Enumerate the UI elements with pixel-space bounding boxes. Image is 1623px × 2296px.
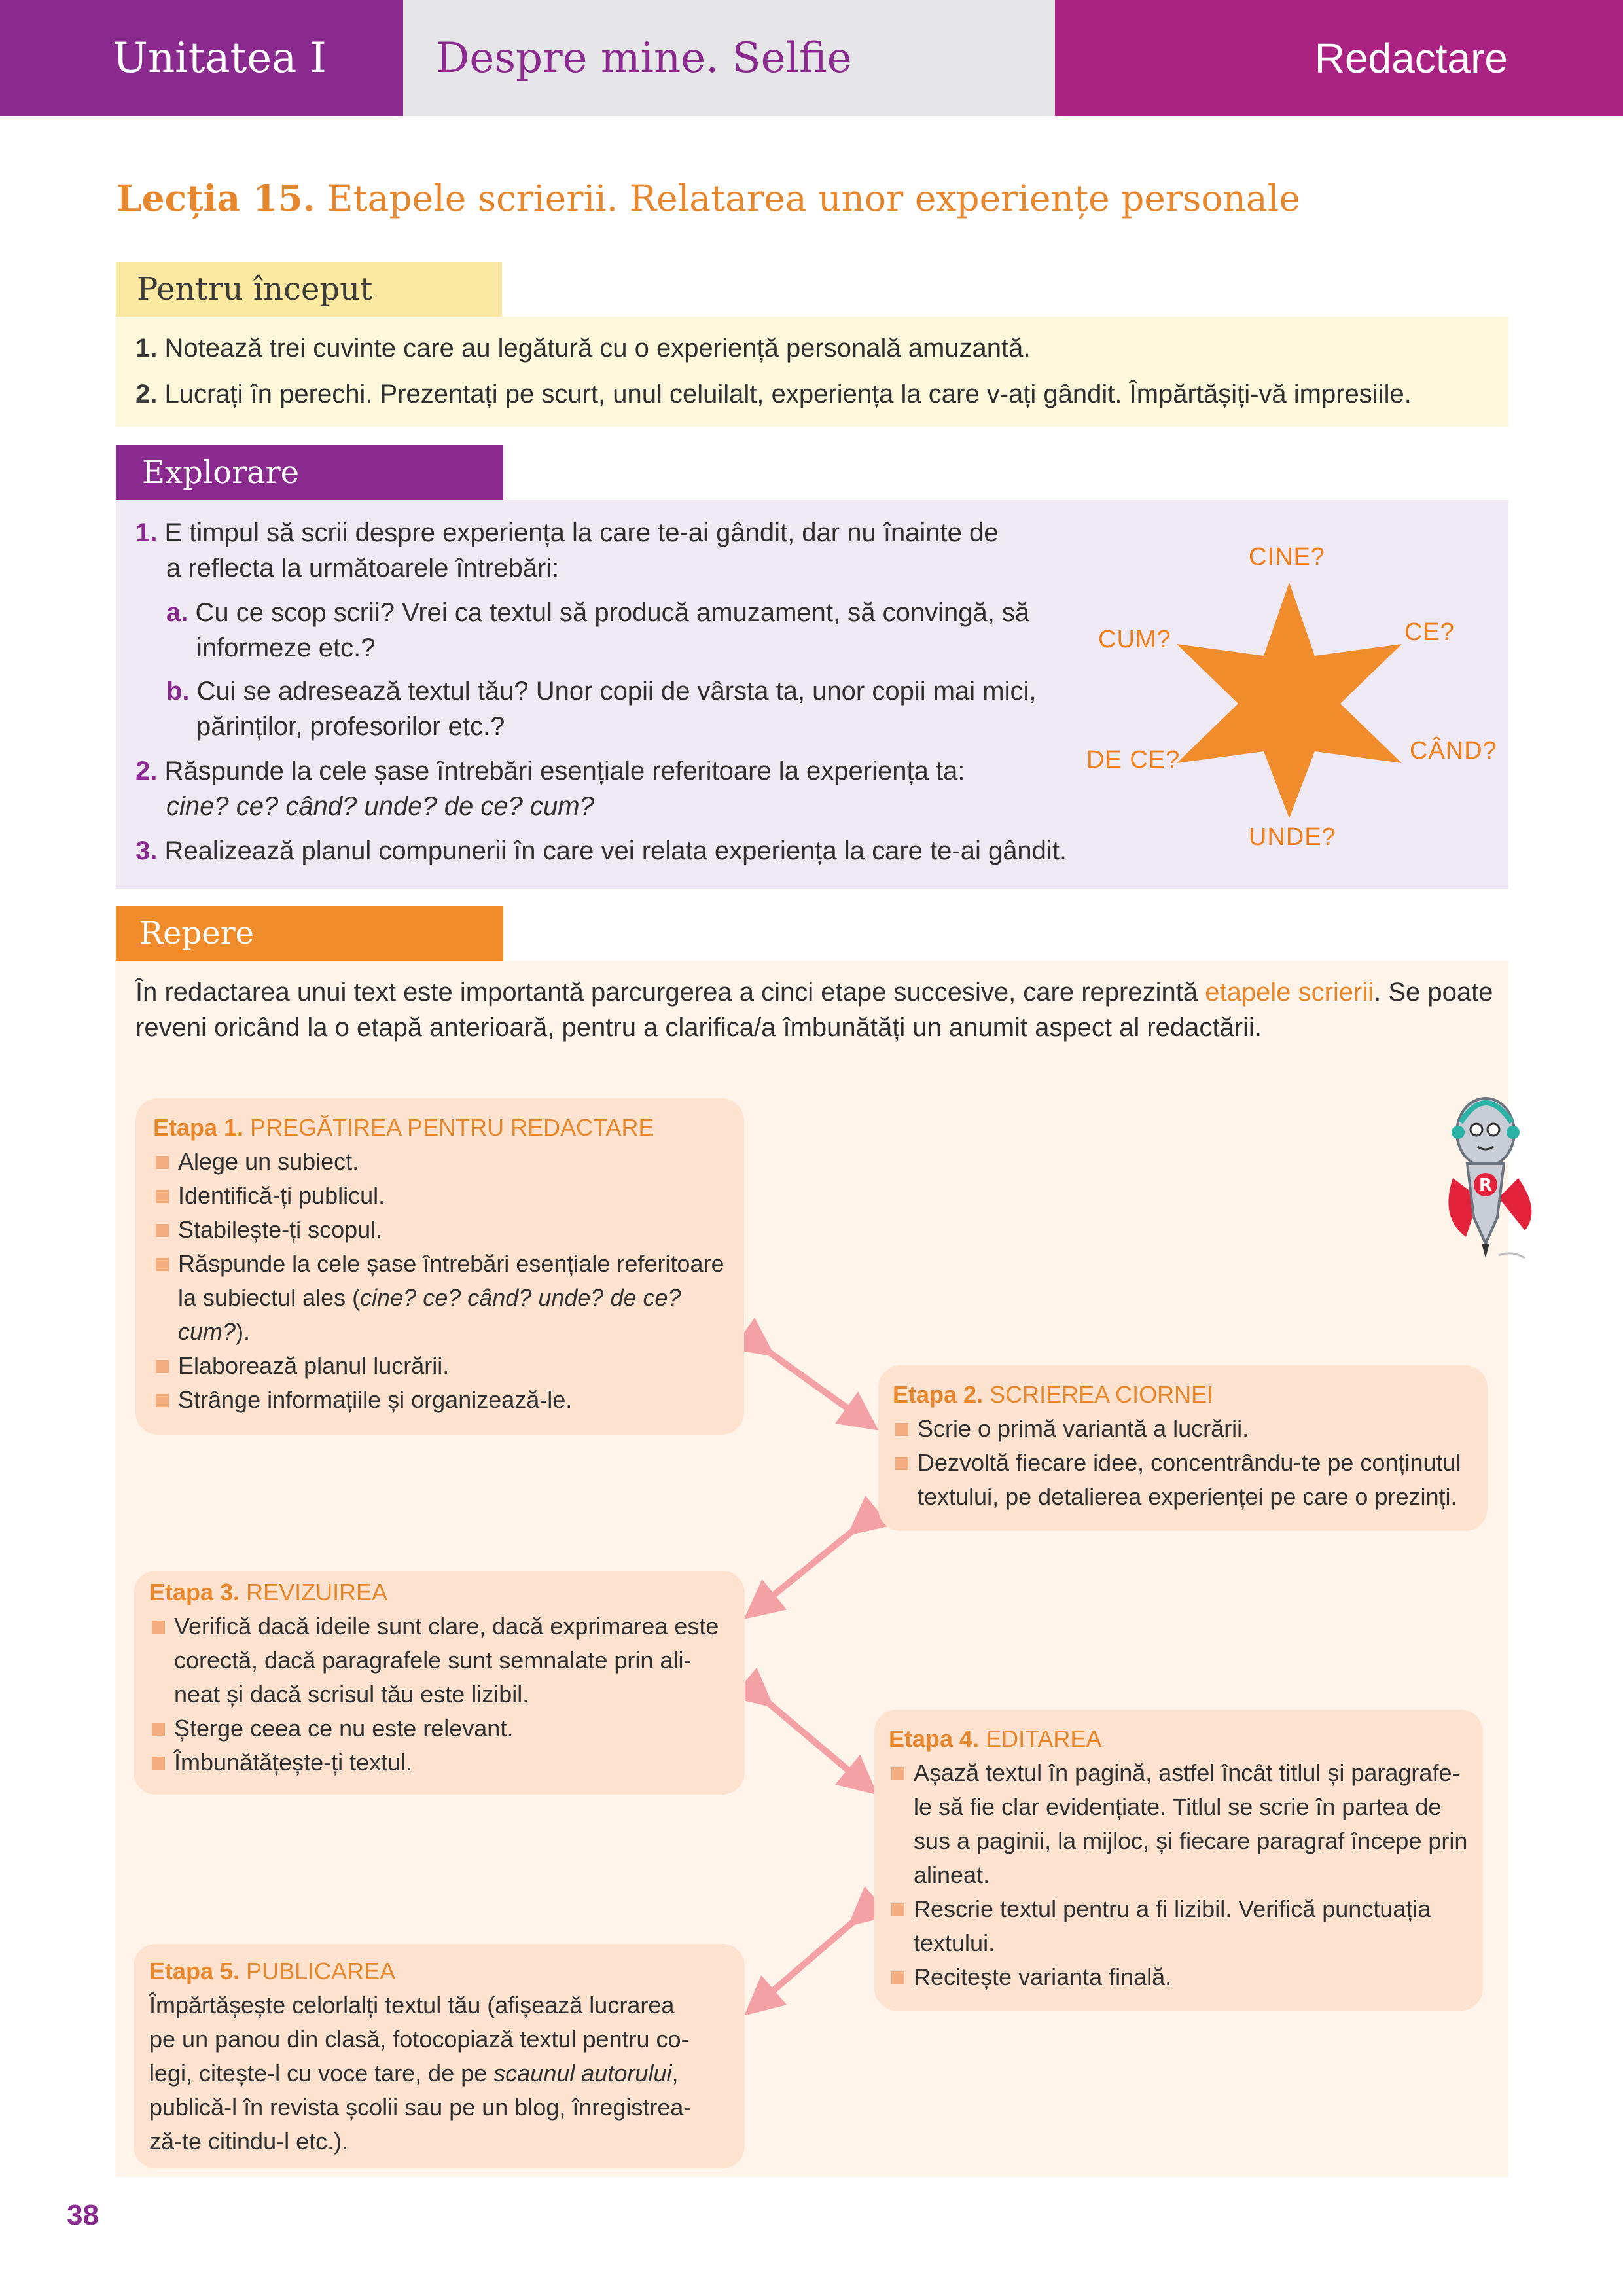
item-text: Cu ce scop scrii? Vrei ca textul să producă amuzament, să convingă, să (195, 598, 1030, 627)
header-unit: Unitatea I (0, 0, 403, 116)
page-number: 38 (67, 2199, 99, 2231)
header-section: Redactare (1055, 0, 1623, 116)
item-text: Realizează planul compunerii în care vei relata experiența la care te-ai gândit. (164, 836, 1067, 865)
bullet-square-icon (891, 1767, 904, 1780)
stage-label: Etapa 2. (893, 1381, 984, 1408)
item-number: 3. (135, 836, 158, 865)
stage-label: Etapa 1. (153, 1114, 244, 1141)
stage-4-line: le să fie clar evidențiate. Titlul se scrie în partea de (914, 1793, 1442, 1820)
stage-title: SCRIEREA CIORNEI (990, 1381, 1214, 1408)
item-number: 2. (135, 757, 158, 785)
pen-mascot-icon (1427, 1086, 1544, 1270)
stage-2-title (893, 1378, 1213, 1412)
bullet-square-icon (891, 1903, 904, 1916)
bullet-square-icon (156, 1258, 169, 1271)
stage-5-line: legi, citește-l cu voce tare, de pe scaunul autorului, (149, 2060, 679, 2087)
item-text: Cui se adresează textul tău? Unor copii de vârsta ta, unor copii mai mici, (196, 677, 1037, 706)
item-number: 1. (135, 518, 158, 547)
stage-3-line: neat și dacă scrisul tău este lizibil. (174, 1681, 529, 1708)
stage-title: EDITAREA (986, 1725, 1102, 1752)
bullet-square-icon (152, 1757, 165, 1770)
stage-2-line: Scrie o primă variantă a lucrării. (895, 1412, 1249, 1446)
lesson-label: Lecția 15. (116, 177, 315, 219)
stage-3-line: corectă, dacă paragrafele sunt semnalate prin ali- (174, 1647, 692, 1674)
stage-title: REVIZUIREA (246, 1579, 388, 1605)
stage-3-line: Șterge ceea ce nu este relevant. (152, 1712, 513, 1746)
bullet-square-icon (156, 1156, 169, 1169)
stage-1-line: Strânge informațiile și organizează-le. (156, 1383, 572, 1417)
item-letter: b. (166, 677, 190, 706)
stage-label: Etapa 3. (149, 1579, 240, 1605)
star-label-bottom: UNDE? (1249, 823, 1336, 851)
intro-text-end: . Se poate (1374, 978, 1493, 1007)
stage-1-line: cum?). (178, 1318, 251, 1345)
stage-5-line: publică-l în revista școlii sau pe un blog, înregistrea- (149, 2094, 692, 2121)
arrow-4-5 (759, 1914, 863, 2003)
bullet-square-icon (156, 1224, 169, 1237)
header-chapter-title: Despre mine. Selfie (403, 0, 1055, 116)
section-tab-start: Pentru început (116, 262, 502, 317)
bullet-square-icon (891, 1971, 904, 1984)
stage-3-line: Verifică dacă ideile sunt clare, dacă exprimarea este (152, 1609, 719, 1643)
star-label-bottom-right: CÂND? (1410, 737, 1497, 764)
stage-2-line: Dezvoltă fiecare idee, concentrându-te pe conținutul (895, 1446, 1461, 1480)
stage-1-line: Stabilește-ți scopul. (156, 1213, 382, 1247)
arrow-2-3 (759, 1523, 863, 1607)
mascot-letter: R (1478, 1175, 1493, 1195)
stage-2-line: textului, pe detalierea experienței pe care o prezinți. (918, 1483, 1457, 1510)
stage-3-line: Îmbunătățește-ți textul. (152, 1746, 412, 1780)
stage-4-line: Așază textul în pagină, astfel încât titlul și paragrafe- (891, 1756, 1459, 1790)
bullet-square-icon (156, 1360, 169, 1373)
bullet-square-icon (156, 1394, 169, 1407)
stage-1-line: Răspunde la cele șase întrebări esențiale referitoare (156, 1247, 724, 1281)
item-letter: a. (166, 598, 188, 627)
item-text: Notează trei cuvinte care au legătură cu o experiență personală amuzantă. (164, 334, 1031, 363)
item-text: Răspunde la cele șase întrebări esențiale referitoare la experiența ta: (164, 757, 965, 785)
section-tab-explore: Explorare (116, 445, 503, 500)
stage-label: Etapa 4. (889, 1725, 980, 1752)
bullet-square-icon (152, 1621, 165, 1634)
stage-4-line: textului. (914, 1929, 995, 1956)
explore-q1-cont: a reflecta la următoarele întrebări: (166, 554, 560, 583)
lesson-title-text: Etapele scrierii. Relatarea unor experiențe personale (327, 177, 1300, 219)
intro-text: În redactarea unui text este importantă parcurgerea a cinci etape succesive, care reprezintă (135, 978, 1198, 1007)
stage-5-line: ză-te citindu-l etc.). (149, 2128, 349, 2155)
item-text: E timpul să scrii despre experiența la care te-ai gândit, dar nu înainte de (164, 518, 999, 547)
bullet-square-icon (895, 1457, 908, 1470)
arrow-1-2 (759, 1345, 863, 1419)
stage-4-title (889, 1722, 1101, 1756)
explore-qa-cont: informeze etc.? (196, 634, 376, 662)
stage-5-title (149, 1954, 395, 1988)
stage-4-line: Rescrie textul pentru a fi lizibil. Verifică punctuația (891, 1892, 1431, 1926)
item-number: 2. (135, 380, 158, 408)
stage-1-line: Alege un subiect. (156, 1145, 359, 1179)
star-label-bottom-left: DE CE? (1086, 746, 1181, 774)
explore-q2-questions: cine? ce? când? unde? de ce? cum? (166, 792, 594, 821)
stage-4-line: sus a paginii, la mijloc, și fiecare paragraf începe prin (914, 1827, 1468, 1854)
stage-4-line: alineat. (914, 1861, 990, 1888)
stage-4-line: Recitește varianta finală. (891, 1960, 1171, 1994)
stage-title: PREGĂTIREA PENTRU REDACTARE (250, 1114, 654, 1141)
section-tab-repere: Repere (116, 906, 503, 961)
item-text: Lucrați în perechi. Prezentați pe scurt, unul celuilalt, experiența la care v-ați gândit. Împărtășiți-vă impresiile. (164, 380, 1412, 408)
stage-1-line: Elaborează planul lucrării. (156, 1349, 449, 1383)
stage-1-line: la subiectul ales (cine? ce? când? unde? de ce? (178, 1284, 681, 1311)
star-label-top-right: CE? (1404, 619, 1455, 646)
star-label-top-left: CUM? (1098, 626, 1171, 653)
explore-qb-cont: părinților, profesorilor etc.? (196, 712, 505, 741)
bullet-square-icon (156, 1190, 169, 1203)
arrow-3-4 (759, 1695, 863, 1782)
repere-intro-line2: reveni oricând la o etapă anterioară, pentru a clarifica/a îmbunătăți un anumit aspect al redactării. (135, 1013, 1262, 1042)
bullet-square-icon (152, 1723, 165, 1736)
stage-1-line: Identifică-ți publicul. (156, 1179, 385, 1213)
bullet-square-icon (895, 1423, 908, 1436)
stage-1-title (153, 1111, 654, 1145)
stage-title: PUBLICAREA (246, 1958, 396, 1984)
intro-highlight: etapele scrierii (1205, 978, 1374, 1007)
stage-3-title (149, 1575, 387, 1609)
stage-5-line: Împărtășește celorlalți textul tău (afișează lucrarea (149, 1992, 675, 2018)
item-number: 1. (135, 334, 158, 363)
star-label-top: CINE? (1249, 543, 1325, 571)
stage-5-line: pe un panou din clasă, fotocopiază textul pentru co- (149, 2026, 689, 2053)
stage-label: Etapa 5. (149, 1958, 240, 1984)
